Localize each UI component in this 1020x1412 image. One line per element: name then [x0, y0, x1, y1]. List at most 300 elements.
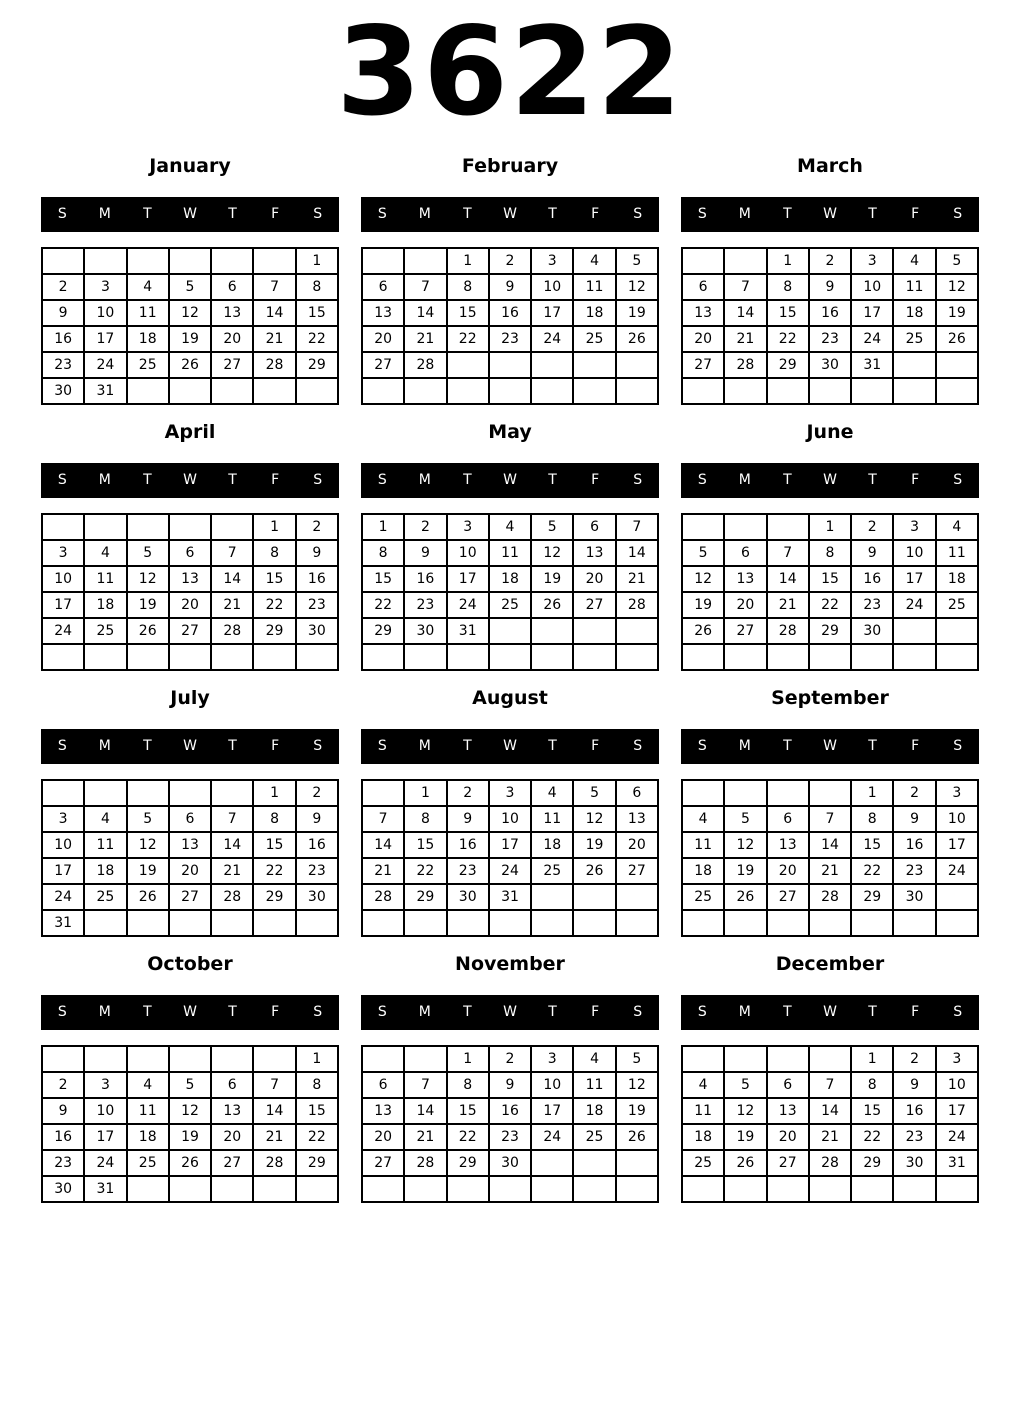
date-cell: 22	[362, 592, 404, 618]
empty-date-cell	[404, 378, 446, 404]
weekday-label: T	[463, 472, 472, 489]
date-cell: 19	[724, 1124, 766, 1150]
empty-date-cell	[936, 910, 978, 936]
date-cell: 8	[447, 1072, 489, 1098]
date-cell: 27	[767, 1150, 809, 1176]
date-cell: 26	[169, 1150, 211, 1176]
date-cell: 26	[531, 592, 573, 618]
date-cell: 16	[489, 300, 531, 326]
empty-date-cell	[724, 1176, 766, 1202]
date-cell: 22	[809, 592, 851, 618]
date-cell: 6	[767, 806, 809, 832]
date-cell: 23	[489, 1124, 531, 1150]
weekday-label: F	[911, 206, 920, 223]
date-cell: 6	[211, 274, 253, 300]
date-cell: 13	[573, 540, 615, 566]
empty-date-cell	[127, 514, 169, 540]
date-cell: 29	[809, 618, 851, 644]
date-cell: 30	[893, 884, 935, 910]
date-cell: 18	[127, 1124, 169, 1150]
date-cell: 25	[893, 326, 935, 352]
empty-date-cell	[489, 618, 531, 644]
weekday-label: S	[313, 1004, 323, 1021]
date-cell: 19	[616, 1098, 658, 1124]
date-cell: 2	[893, 1046, 935, 1072]
date-cell: 13	[362, 300, 404, 326]
week-row	[362, 300, 658, 326]
date-cell: 11	[531, 806, 573, 832]
date-cell: 9	[42, 1098, 84, 1124]
weekday-label: S	[57, 206, 67, 223]
weekday-label: T	[228, 206, 237, 223]
date-cell: 18	[573, 300, 615, 326]
weekday-label: T	[548, 738, 557, 755]
weekday-label: T	[228, 472, 237, 489]
empty-date-cell	[936, 884, 978, 910]
date-cell: 16	[489, 1098, 531, 1124]
date-cell: 30	[404, 618, 446, 644]
week-row	[362, 910, 658, 936]
date-cell: 5	[724, 1072, 766, 1098]
date-cell: 14	[211, 566, 253, 592]
date-cell: 10	[42, 832, 84, 858]
week-row	[682, 1176, 978, 1202]
empty-date-cell	[211, 910, 253, 936]
empty-date-cell	[573, 644, 615, 670]
weekday-label: S	[697, 206, 707, 223]
empty-date-cell	[682, 1046, 724, 1072]
empty-date-cell	[127, 910, 169, 936]
date-cell: 17	[531, 1098, 573, 1124]
date-cell: 5	[616, 248, 658, 274]
empty-date-cell	[893, 910, 935, 936]
empty-date-cell	[489, 352, 531, 378]
empty-date-cell	[404, 1176, 446, 1202]
weekday-label: T	[228, 1004, 237, 1021]
week-row	[682, 1098, 978, 1124]
empty-date-cell	[531, 1176, 573, 1202]
date-cell: 9	[893, 806, 935, 832]
empty-date-cell	[616, 1150, 658, 1176]
empty-date-cell	[253, 644, 295, 670]
date-cell: 21	[211, 858, 253, 884]
date-cell: 14	[724, 300, 766, 326]
weekday-header	[361, 197, 659, 232]
weekday-label: F	[911, 738, 920, 755]
weekday-label: T	[548, 1004, 557, 1021]
date-cell: 11	[573, 274, 615, 300]
empty-date-cell	[851, 1176, 893, 1202]
empty-date-cell	[253, 1176, 295, 1202]
weekday-label: T	[868, 1004, 877, 1021]
date-cell: 8	[809, 540, 851, 566]
week-row	[362, 618, 658, 644]
date-cell: 11	[489, 540, 531, 566]
empty-date-cell	[724, 644, 766, 670]
date-cell: 18	[84, 858, 126, 884]
week-row	[42, 1098, 338, 1124]
date-cell: 14	[809, 832, 851, 858]
date-cell: 22	[447, 326, 489, 352]
weekday-label: T	[463, 1004, 472, 1021]
date-cell: 28	[724, 352, 766, 378]
month-may	[361, 422, 659, 671]
date-cell: 20	[169, 858, 211, 884]
week-row	[682, 514, 978, 540]
weekday-label: S	[633, 1004, 643, 1021]
date-cell: 4	[84, 540, 126, 566]
empty-date-cell	[724, 248, 766, 274]
date-cell: 15	[296, 300, 338, 326]
weekday-header	[41, 197, 339, 232]
date-cell: 15	[253, 832, 295, 858]
date-cell: 6	[362, 1072, 404, 1098]
date-cell: 25	[682, 884, 724, 910]
empty-date-cell	[851, 378, 893, 404]
date-cell: 1	[767, 248, 809, 274]
empty-date-cell	[489, 378, 531, 404]
weekday-label: S	[697, 472, 707, 489]
empty-date-cell	[809, 1046, 851, 1072]
month-grid	[681, 1045, 979, 1203]
date-cell: 28	[616, 592, 658, 618]
date-cell: 4	[531, 780, 573, 806]
week-row	[362, 1150, 658, 1176]
date-cell: 22	[447, 1124, 489, 1150]
date-cell: 16	[893, 1098, 935, 1124]
date-cell: 20	[573, 566, 615, 592]
empty-date-cell	[724, 378, 766, 404]
date-cell: 4	[893, 248, 935, 274]
weekday-header	[681, 729, 979, 764]
empty-date-cell	[127, 248, 169, 274]
date-cell: 21	[404, 326, 446, 352]
empty-date-cell	[936, 378, 978, 404]
weekday-label: F	[591, 1004, 600, 1021]
date-cell: 1	[253, 780, 295, 806]
empty-date-cell	[809, 644, 851, 670]
empty-date-cell	[169, 378, 211, 404]
date-cell: 24	[42, 884, 84, 910]
empty-date-cell	[84, 910, 126, 936]
date-cell: 25	[936, 592, 978, 618]
empty-date-cell	[296, 1176, 338, 1202]
date-cell: 9	[447, 806, 489, 832]
date-cell: 7	[362, 806, 404, 832]
month-september	[681, 688, 979, 937]
weekday-label: S	[377, 1004, 387, 1021]
weekday-label: W	[823, 472, 837, 489]
date-cell: 27	[169, 618, 211, 644]
week-row	[682, 300, 978, 326]
empty-date-cell	[809, 910, 851, 936]
date-cell: 10	[42, 566, 84, 592]
date-cell: 20	[616, 832, 658, 858]
date-cell: 5	[573, 780, 615, 806]
date-cell: 31	[489, 884, 531, 910]
week-row	[682, 910, 978, 936]
week-row	[682, 274, 978, 300]
weekday-label: S	[953, 472, 963, 489]
week-row	[362, 540, 658, 566]
date-cell: 6	[362, 274, 404, 300]
date-cell: 4	[127, 1072, 169, 1098]
date-cell: 21	[211, 592, 253, 618]
empty-date-cell	[724, 1046, 766, 1072]
week-row	[362, 858, 658, 884]
empty-date-cell	[809, 378, 851, 404]
date-cell: 1	[809, 514, 851, 540]
date-cell: 7	[253, 1072, 295, 1098]
date-cell: 26	[616, 1124, 658, 1150]
date-cell: 18	[489, 566, 531, 592]
empty-date-cell	[42, 248, 84, 274]
date-cell: 15	[296, 1098, 338, 1124]
date-cell: 24	[489, 858, 531, 884]
date-cell: 8	[296, 1072, 338, 1098]
week-row	[362, 832, 658, 858]
weekday-label: S	[313, 206, 323, 223]
weekday-label: F	[591, 738, 600, 755]
week-row	[682, 592, 978, 618]
date-cell: 27	[724, 618, 766, 644]
date-cell: 13	[616, 806, 658, 832]
date-cell: 10	[936, 806, 978, 832]
month-title: April	[164, 421, 216, 444]
week-row	[682, 1150, 978, 1176]
empty-date-cell	[531, 618, 573, 644]
empty-date-cell	[489, 910, 531, 936]
date-cell: 4	[84, 806, 126, 832]
date-cell: 15	[253, 566, 295, 592]
date-cell: 5	[936, 248, 978, 274]
weekday-label: W	[183, 1004, 197, 1021]
date-cell: 2	[851, 514, 893, 540]
date-cell: 16	[42, 326, 84, 352]
week-row	[42, 1124, 338, 1150]
week-row	[362, 326, 658, 352]
month-title: December	[775, 953, 885, 976]
date-cell: 29	[404, 884, 446, 910]
weekday-label: S	[697, 1004, 707, 1021]
week-row	[682, 858, 978, 884]
week-row	[682, 832, 978, 858]
empty-date-cell	[489, 644, 531, 670]
month-december	[681, 954, 979, 1203]
empty-date-cell	[767, 780, 809, 806]
date-cell: 27	[767, 884, 809, 910]
empty-date-cell	[362, 910, 404, 936]
week-row	[362, 644, 658, 670]
weekday-label: M	[738, 206, 751, 223]
date-cell: 25	[573, 1124, 615, 1150]
month-grid	[361, 247, 659, 405]
week-row	[362, 592, 658, 618]
date-cell: 17	[42, 592, 84, 618]
week-row	[42, 858, 338, 884]
date-cell: 11	[936, 540, 978, 566]
weekday-label: T	[868, 206, 877, 223]
weekday-label: T	[143, 738, 152, 755]
date-cell: 28	[767, 618, 809, 644]
date-cell: 16	[404, 566, 446, 592]
month-title: September	[771, 687, 889, 710]
date-cell: 2	[296, 780, 338, 806]
date-cell: 23	[489, 326, 531, 352]
empty-date-cell	[893, 1176, 935, 1202]
date-cell: 21	[616, 566, 658, 592]
date-cell: 28	[253, 352, 295, 378]
date-cell: 2	[404, 514, 446, 540]
date-cell: 16	[42, 1124, 84, 1150]
date-cell: 12	[936, 274, 978, 300]
date-cell: 31	[447, 618, 489, 644]
week-row	[42, 644, 338, 670]
date-cell: 25	[127, 1150, 169, 1176]
date-cell: 3	[531, 1046, 573, 1072]
date-cell: 9	[893, 1072, 935, 1098]
week-row	[682, 1124, 978, 1150]
date-cell: 12	[616, 1072, 658, 1098]
date-cell: 23	[404, 592, 446, 618]
weekday-label: F	[591, 206, 600, 223]
month-title: January	[149, 155, 231, 178]
week-row	[42, 378, 338, 404]
week-row	[682, 618, 978, 644]
empty-date-cell	[531, 1150, 573, 1176]
date-cell: 23	[296, 858, 338, 884]
date-cell: 17	[893, 566, 935, 592]
date-cell: 9	[296, 540, 338, 566]
date-cell: 3	[936, 1046, 978, 1072]
date-cell: 25	[531, 858, 573, 884]
week-row	[362, 1072, 658, 1098]
empty-date-cell	[42, 1046, 84, 1072]
weekday-label: S	[953, 738, 963, 755]
week-row	[362, 352, 658, 378]
empty-date-cell	[253, 378, 295, 404]
date-cell: 25	[682, 1150, 724, 1176]
date-cell: 10	[84, 300, 126, 326]
date-cell: 6	[573, 514, 615, 540]
date-cell: 29	[296, 1150, 338, 1176]
date-cell: 24	[84, 352, 126, 378]
weekday-header	[681, 197, 979, 232]
weekday-label: T	[143, 472, 152, 489]
date-cell: 19	[682, 592, 724, 618]
date-cell: 6	[682, 274, 724, 300]
date-cell: 25	[84, 618, 126, 644]
months-grid	[41, 156, 979, 1203]
weekday-label: F	[271, 1004, 280, 1021]
date-cell: 12	[616, 274, 658, 300]
empty-date-cell	[616, 378, 658, 404]
date-cell: 15	[851, 832, 893, 858]
date-cell: 19	[616, 300, 658, 326]
date-cell: 1	[253, 514, 295, 540]
date-cell: 9	[489, 274, 531, 300]
empty-date-cell	[809, 1176, 851, 1202]
empty-date-cell	[296, 378, 338, 404]
empty-date-cell	[767, 1046, 809, 1072]
empty-date-cell	[531, 644, 573, 670]
date-cell: 22	[253, 858, 295, 884]
date-cell: 20	[767, 1124, 809, 1150]
date-cell: 10	[936, 1072, 978, 1098]
date-cell: 6	[767, 1072, 809, 1098]
month-title: October	[147, 953, 233, 976]
weekday-label: S	[57, 1004, 67, 1021]
empty-date-cell	[724, 780, 766, 806]
week-row	[682, 1072, 978, 1098]
date-cell: 10	[84, 1098, 126, 1124]
date-cell: 13	[724, 566, 766, 592]
date-cell: 21	[809, 858, 851, 884]
empty-date-cell	[767, 514, 809, 540]
weekday-label: M	[418, 206, 431, 223]
date-cell: 17	[84, 326, 126, 352]
date-cell: 4	[489, 514, 531, 540]
weekday-label: S	[57, 472, 67, 489]
empty-date-cell	[682, 644, 724, 670]
empty-date-cell	[682, 378, 724, 404]
empty-date-cell	[489, 1176, 531, 1202]
date-cell: 18	[531, 832, 573, 858]
date-cell: 10	[531, 1072, 573, 1098]
week-row	[42, 592, 338, 618]
empty-date-cell	[169, 780, 211, 806]
weekday-label: T	[463, 738, 472, 755]
empty-date-cell	[616, 910, 658, 936]
week-row	[42, 884, 338, 910]
date-cell: 19	[531, 566, 573, 592]
date-cell: 15	[404, 832, 446, 858]
date-cell: 26	[724, 1150, 766, 1176]
empty-date-cell	[84, 644, 126, 670]
weekday-label: S	[953, 206, 963, 223]
date-cell: 24	[851, 326, 893, 352]
empty-date-cell	[447, 352, 489, 378]
weekday-label: T	[463, 206, 472, 223]
week-row	[362, 1176, 658, 1202]
date-cell: 29	[851, 884, 893, 910]
date-cell: 21	[253, 1124, 295, 1150]
month-july	[41, 688, 339, 937]
empty-date-cell	[169, 514, 211, 540]
week-row	[682, 806, 978, 832]
date-cell: 27	[362, 352, 404, 378]
date-cell: 24	[893, 592, 935, 618]
date-cell: 14	[404, 300, 446, 326]
month-grid	[41, 513, 339, 671]
empty-date-cell	[127, 378, 169, 404]
weekday-label: M	[738, 738, 751, 755]
date-cell: 27	[682, 352, 724, 378]
empty-date-cell	[362, 1176, 404, 1202]
weekday-label: M	[738, 1004, 751, 1021]
weekday-label: S	[633, 738, 643, 755]
month-grid	[361, 779, 659, 937]
weekday-label: F	[271, 738, 280, 755]
month-october	[41, 954, 339, 1203]
date-cell: 3	[531, 248, 573, 274]
empty-date-cell	[211, 378, 253, 404]
weekday-label: W	[823, 206, 837, 223]
date-cell: 8	[362, 540, 404, 566]
date-cell: 7	[809, 806, 851, 832]
date-cell: 24	[936, 858, 978, 884]
date-cell: 16	[809, 300, 851, 326]
